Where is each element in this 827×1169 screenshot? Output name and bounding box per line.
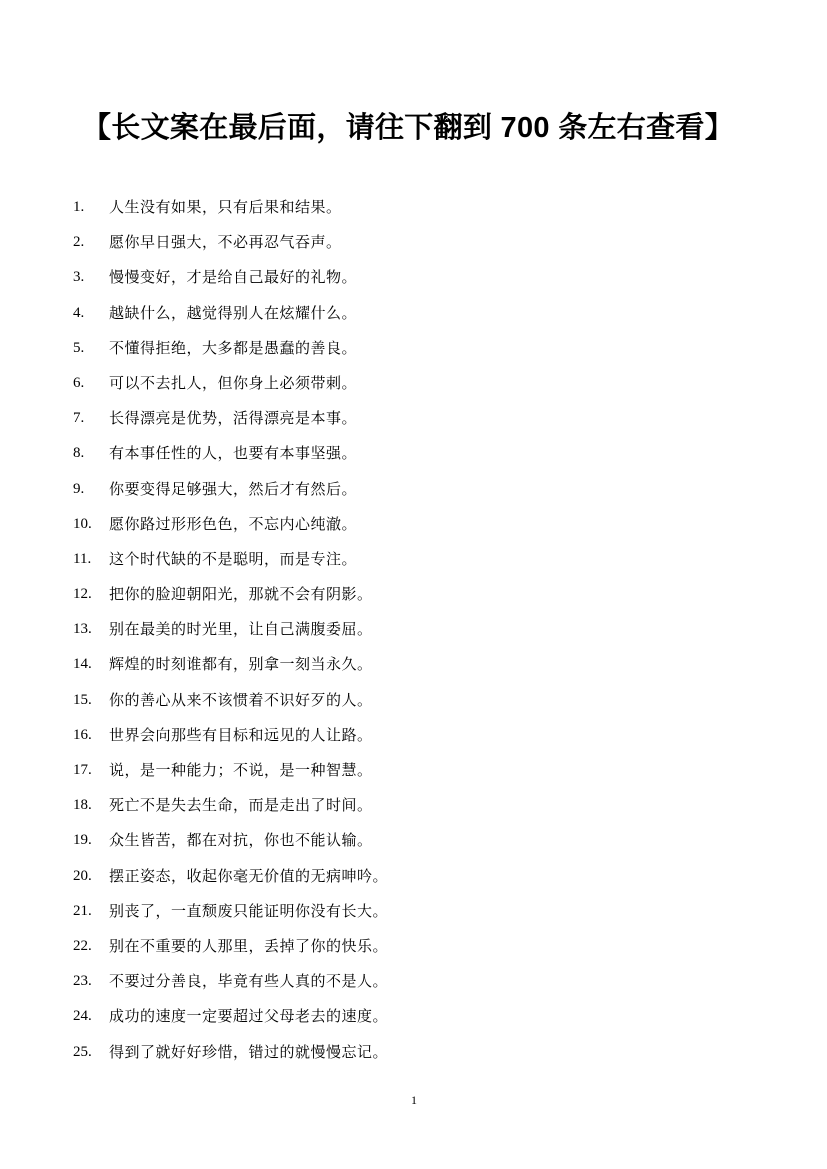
list-item-text: 长得漂亮是优势，活得漂亮是本事。 bbox=[109, 409, 358, 428]
list-item bbox=[0, 894, 827, 929]
list-item-text: 你的善心从来不该惯着不识好歹的人。 bbox=[109, 690, 373, 709]
list-item-text: 把你的脸迎朝阳光，那就不会有阴影。 bbox=[109, 585, 373, 604]
list-item bbox=[0, 542, 827, 577]
list-item-text: 说，是一种能力；不说，是一种智慧。 bbox=[109, 761, 373, 779]
list-item bbox=[0, 859, 827, 894]
list-item-text: 众生皆苦，都在对抗，你也不能认输。 bbox=[109, 831, 373, 850]
list-item bbox=[0, 331, 827, 366]
list-item-text: 有本事任性的人，也要有本事坚强。 bbox=[109, 444, 358, 463]
list-item bbox=[0, 788, 827, 823]
list-item-text: 死亡不是失去生命，而是走出了时间。 bbox=[109, 796, 373, 815]
list-item bbox=[0, 929, 827, 964]
list-item bbox=[0, 823, 827, 858]
list-item-text: 别在不重要的人那里，丢掉了你的快乐。 bbox=[109, 936, 389, 955]
list-item-number: 24. bbox=[73, 1008, 92, 1025]
list-item-number: 1. bbox=[73, 199, 85, 215]
list-item-number: 4. bbox=[73, 304, 85, 321]
list-item-text: 不要过分善良，毕竟有些人真的不是人。 bbox=[109, 972, 389, 991]
list-item-number: 25. bbox=[73, 1043, 92, 1060]
list-item-text: 世界会向那些有目标和远见的人让路。 bbox=[109, 725, 373, 744]
list-item-number: 10. bbox=[73, 515, 92, 532]
list-item bbox=[0, 472, 827, 507]
list-item bbox=[0, 612, 827, 647]
list-item-number: 9. bbox=[73, 480, 85, 497]
list-item bbox=[0, 999, 827, 1034]
page-number: 1 bbox=[411, 1093, 417, 1107]
list-item-number: 6. bbox=[73, 374, 85, 391]
list-item-number: 23. bbox=[73, 973, 92, 990]
list-item-text: 辉煌的时刻谁都有，别拿一刻当永久。 bbox=[109, 655, 373, 674]
list-item-number: 13. bbox=[73, 621, 92, 638]
list-item-number: 2. bbox=[73, 234, 85, 251]
list-item-number: 22. bbox=[73, 937, 92, 954]
list-item bbox=[0, 964, 827, 999]
list-item bbox=[0, 401, 827, 436]
list-item bbox=[0, 683, 827, 718]
list-item-text: 愿你早日强大，不必再忍气吞声。 bbox=[109, 233, 342, 252]
list-item bbox=[0, 190, 827, 225]
list-item bbox=[0, 647, 827, 682]
list-item bbox=[0, 366, 827, 401]
list-item bbox=[0, 296, 827, 331]
list-item-number: 3. bbox=[73, 269, 85, 286]
list-item-number: 15. bbox=[73, 691, 92, 708]
list-item-text: 你要变得足够强大，然后才有然后。 bbox=[109, 479, 358, 498]
list-item-text: 可以不去扎人，但你身上必须带刺。 bbox=[109, 373, 358, 392]
list-item bbox=[0, 718, 827, 753]
list-item bbox=[0, 260, 827, 295]
list-item bbox=[0, 577, 827, 612]
list-item-text: 成功的速度一定要超过父母老去的速度。 bbox=[109, 1007, 389, 1026]
list-item-text: 慢慢变好，才是给自己最好的礼物。 bbox=[109, 268, 358, 287]
list-item-number: 12. bbox=[73, 586, 92, 603]
list-item-text: 不懂得拒绝，大多都是愚蠢的善良。 bbox=[109, 338, 358, 357]
list-item bbox=[0, 225, 827, 260]
list-item-number: 8. bbox=[73, 445, 85, 462]
list-item-number: 18. bbox=[73, 797, 92, 814]
list-item-number: 5. bbox=[73, 339, 85, 356]
list-item bbox=[0, 753, 827, 788]
quote-list bbox=[0, 190, 827, 1070]
list-item-text: 别丧了，一直颓废只能证明你没有长大。 bbox=[109, 901, 389, 920]
list-item-number: 21. bbox=[73, 902, 92, 919]
list-item-number: 19. bbox=[73, 832, 92, 849]
list-item-number: 16. bbox=[73, 726, 92, 743]
list-item bbox=[0, 436, 827, 471]
list-item-text: 摆正姿态，收起你毫无价值的无病呻吟。 bbox=[109, 866, 389, 885]
list-item-text: 人生没有如果，只有后果和结果。 bbox=[109, 198, 342, 216]
list-item bbox=[0, 1035, 827, 1070]
document-title: 【长文案在最后面，请往下翻到 700 条左右查看】 bbox=[82, 112, 735, 144]
list-item-number: 20. bbox=[73, 867, 92, 884]
list-item-number: 11. bbox=[73, 550, 92, 567]
list-item bbox=[0, 507, 827, 542]
list-item-number: 17. bbox=[73, 762, 92, 778]
list-item-text: 越缺什么，越觉得别人在炫耀什么。 bbox=[109, 303, 358, 322]
list-item-text: 别在最美的时光里，让自己满腹委屈。 bbox=[109, 620, 373, 639]
list-item-number: 14. bbox=[73, 656, 92, 673]
list-item-number: 7. bbox=[73, 410, 85, 427]
list-item-text: 愿你路过形形色色，不忘内心纯澈。 bbox=[109, 514, 358, 533]
list-item-text: 这个时代缺的不是聪明，而是专注。 bbox=[109, 549, 358, 568]
list-item-text: 得到了就好好珍惜，错过的就慢慢忘记。 bbox=[109, 1042, 389, 1061]
